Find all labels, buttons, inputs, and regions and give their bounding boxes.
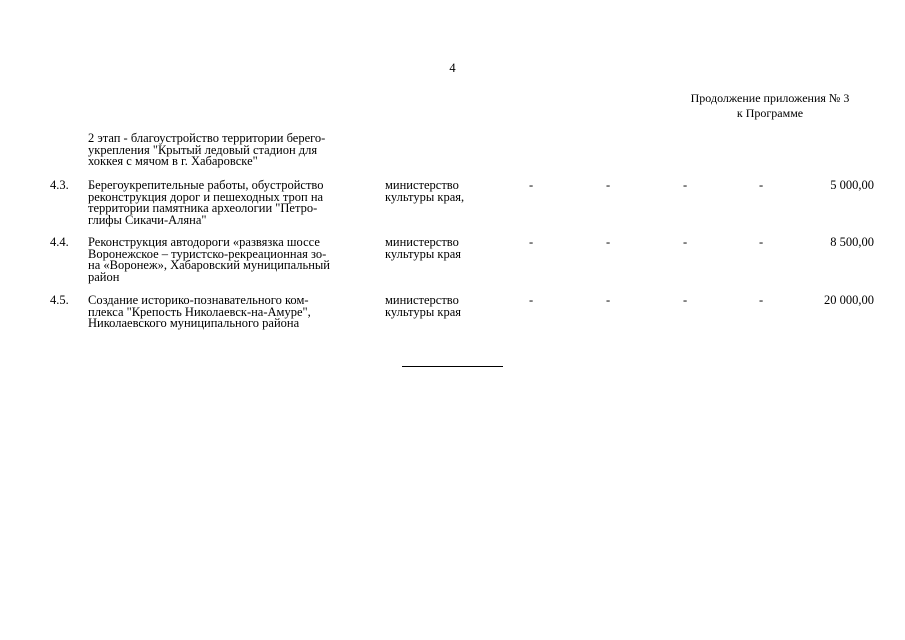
page-number: 4	[449, 61, 456, 75]
row-dash: -	[759, 293, 764, 307]
row-dash: -	[606, 178, 611, 192]
row-executor-line: культуры края	[385, 246, 462, 261]
row-dash: -	[606, 235, 611, 249]
row-name-line: Реконструкция автодороги «развязка шоссе	[88, 235, 320, 249]
row-name-line: на «Воронеж», Хабаровский муниципальный	[88, 258, 330, 272]
row-executor-line: министерство	[385, 235, 459, 249]
row-dash: -	[529, 235, 534, 249]
row-executor-line: культуры края,	[385, 189, 465, 204]
row-name-line: реконструкция дорог и пешеходных троп на	[88, 189, 324, 204]
row-dash: -	[529, 178, 534, 192]
intro-text	[88, 133, 325, 168]
row-executor	[385, 237, 461, 260]
row-executor-line: министерство	[385, 178, 459, 192]
row-executor	[385, 295, 461, 318]
row-name-line: Создание историко-познавательного ком-	[88, 293, 309, 307]
appendix-line-1: Продолжение приложения № 3	[690, 91, 850, 105]
row-name	[88, 180, 324, 226]
row-amount: 20 000,00	[824, 293, 874, 307]
row-number: 4.3.	[50, 178, 69, 192]
intro-line: хоккея с мячом в г. Хабаровске"	[88, 154, 258, 168]
row-name-line: Воронежское – туристско-рекреационная зо-	[88, 246, 327, 261]
row-dash: -	[683, 178, 688, 192]
row-number: 4.4.	[50, 235, 69, 249]
row-number: 4.5.	[50, 293, 69, 307]
row-dash: -	[683, 235, 688, 249]
end-divider	[402, 366, 503, 367]
row-name-line: район	[88, 269, 120, 284]
row-name-line: плекса "Крепость Николаевск-на-Амуре",	[88, 304, 311, 319]
intro-line: 2 этап - благоустройство территории берего-	[88, 131, 326, 145]
appendix-line-2: к Программе	[736, 106, 804, 120]
intro-line: укрепления "Крытый ледовый стадион для	[88, 142, 318, 157]
row-amount: 5 000,00	[830, 178, 874, 192]
row-dash: -	[759, 178, 764, 192]
row-name	[88, 237, 330, 283]
row-executor-line: культуры края	[385, 304, 462, 319]
row-dash: -	[606, 293, 611, 307]
row-name-line: Николаевского муниципального района	[88, 316, 300, 330]
appendix-header	[660, 91, 880, 121]
row-dash: -	[683, 293, 688, 307]
row-dash: -	[759, 235, 764, 249]
row-amount: 8 500,00	[830, 235, 874, 249]
row-dash: -	[529, 293, 534, 307]
row-name	[88, 295, 311, 330]
row-executor	[385, 180, 464, 203]
row-executor-line: министерство	[385, 293, 459, 307]
row-name-line: глифы Сикачи-Аляна"	[88, 212, 207, 227]
row-name-line: территории памятника археологии "Петро-	[88, 201, 318, 215]
row-name-line: Берегоукрепительные работы, обустройство	[88, 178, 324, 192]
